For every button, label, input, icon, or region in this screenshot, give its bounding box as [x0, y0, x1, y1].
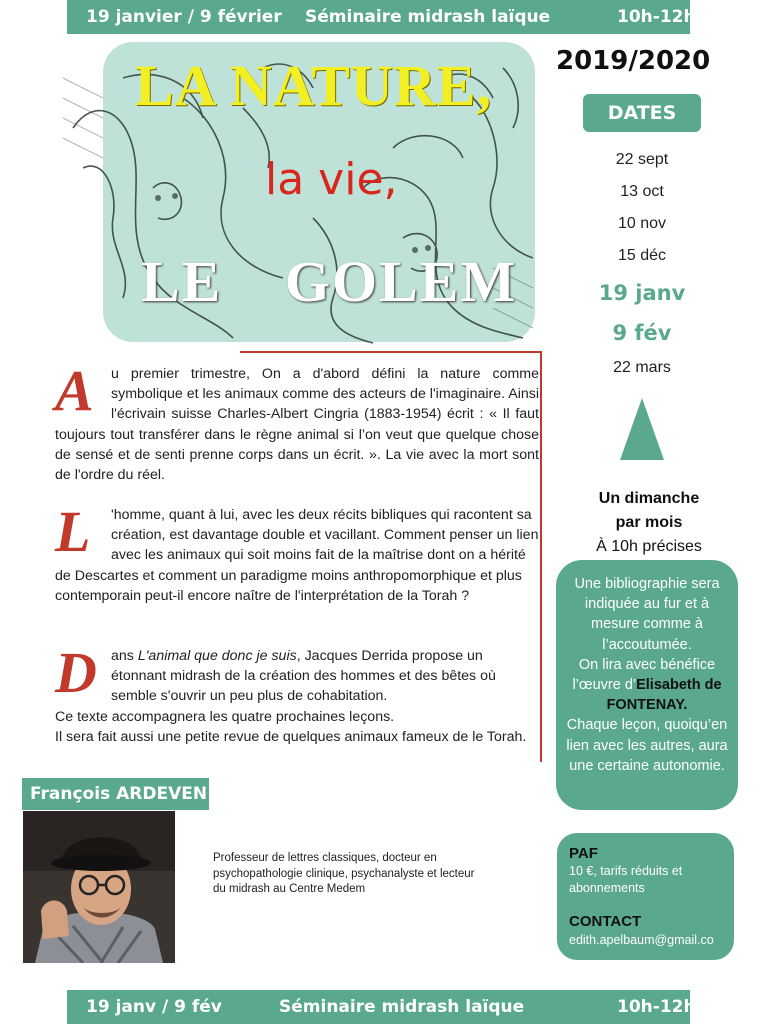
contact-title: CONTACT: [569, 913, 642, 930]
triangle-decoration: [620, 398, 664, 460]
drop-cap-d: D: [55, 640, 97, 705]
date-item: 15 déc: [617, 247, 667, 264]
book-title: L'animal que donc je suis: [137, 648, 297, 664]
footer-bar: [67, 990, 696, 1024]
author-photo: [23, 811, 175, 963]
paragraph-3: [55, 640, 539, 747]
header-time: 10h-12h: [617, 7, 696, 27]
schedule-note: [574, 487, 724, 559]
hero-illustration: [63, 38, 537, 348]
schedule-line3: À 10h précises: [596, 538, 702, 555]
date-item-highlight: 9 fév: [612, 321, 672, 345]
date-item: 22 mars: [613, 359, 671, 376]
paragraph-2-text: 'homme, quant à lui, avec les deux récits bibliques qui racontent sa création, est davantage double et vacillant. Comment penser un lien avec les animaux qui soit moins fait de la maîtrise dont on a hérité de Descartes et comment un paradigme moins anthropomorphique et plus contemporain peut-il encore naître de l'interprétation de la Torah ?: [55, 507, 539, 604]
season-year: 2019/2020: [556, 46, 711, 76]
date-item: 22 sept: [615, 151, 669, 168]
biblio-text3: Chaque leçon, quoiqu’en lien avec les autres, aura une certaine autonomie.: [566, 717, 728, 774]
paragraph-3-text-pre: ans: [111, 648, 138, 664]
red-rule-vertical: [540, 351, 542, 762]
paragraph-3-text-post: , Jacques Derrida propose un étonnant midrash de la création des hommes et des bêtes où semble s'ouvrir un peu plus de cohabitation.: [111, 648, 496, 705]
hero-title-line1: LA NATURE,: [135, 53, 492, 118]
red-rule-horizontal: [240, 351, 542, 353]
date-item: 10 nov: [617, 215, 667, 232]
paragraph-1: [55, 358, 539, 485]
paragraph-3-line2: Ce texte accompagnera les quatre prochaines leçons.: [55, 708, 395, 725]
drop-cap-l: L: [55, 499, 91, 564]
footer-time: 10h-12h: [617, 997, 696, 1017]
bibliography-box: [556, 560, 738, 810]
dates-list: [580, 148, 704, 388]
paragraph-2: [55, 499, 539, 606]
hero-title-line3: LE GOLEM: [141, 249, 518, 314]
biblio-text1: Une bibliographie sera indiquée au fur et à mesure comme à l’accoutumée.: [574, 576, 720, 653]
paf-title: PAF: [569, 845, 598, 862]
paragraph-1-text: u premier trimestre, On a d'abord défini la nature comme symbolique et les animaux comme des acteurs de l'imaginaire. Ainsi l'écrivain suisse Charles-Albert Cingria (1883-1954) écrit : « Il faut toujours tout transférer dans le règne animal si l’on veut que quelque chose de sensé et de senti prenne corps dans un écrit. ». La vie avec la mort sont de l'ordre du réel.: [55, 366, 539, 484]
footer-title: Séminaire midrash laïque: [279, 997, 525, 1017]
author-portrait: [23, 811, 175, 963]
paragraph-3-line3: Il sera fait aussi une petite revue de quelques animaux fameux de le Torah.: [55, 728, 527, 745]
header-title: Séminaire midrash laïque: [305, 7, 551, 27]
contact-email[interactable]: edith.apelbaum@gmail.co: [569, 933, 714, 947]
dates-label: DATES: [583, 94, 701, 132]
header-bar: [67, 0, 696, 34]
date-item-highlight: 19 janv: [598, 281, 686, 305]
paf-contact-box: [557, 833, 734, 960]
footer-dates: 19 janv / 9 fév: [86, 997, 222, 1017]
schedule-line1: Un dimanche: [598, 490, 700, 507]
author-bio: Professeur de lettres classiques, docteur en psychopathologie clinique, psychanalyste et lecteur du midrash au Centre Medem: [213, 852, 475, 895]
biblio-author-name: Elisabeth de FONTENAY.: [606, 677, 722, 714]
date-item: 13 oct: [620, 183, 664, 200]
drop-cap-a: A: [55, 358, 94, 423]
paf-text: 10 €, tarifs réduits et abonnements: [569, 864, 683, 895]
schedule-line2: par mois: [615, 514, 683, 531]
hero-title-line2: la vie,: [265, 154, 398, 205]
header-dates: 19 janvier / 9 février: [86, 7, 282, 27]
author-name: François ARDEVEN: [22, 778, 209, 810]
biblio-text2: On lira avec bénéfice l’œuvre d’: [572, 656, 716, 694]
